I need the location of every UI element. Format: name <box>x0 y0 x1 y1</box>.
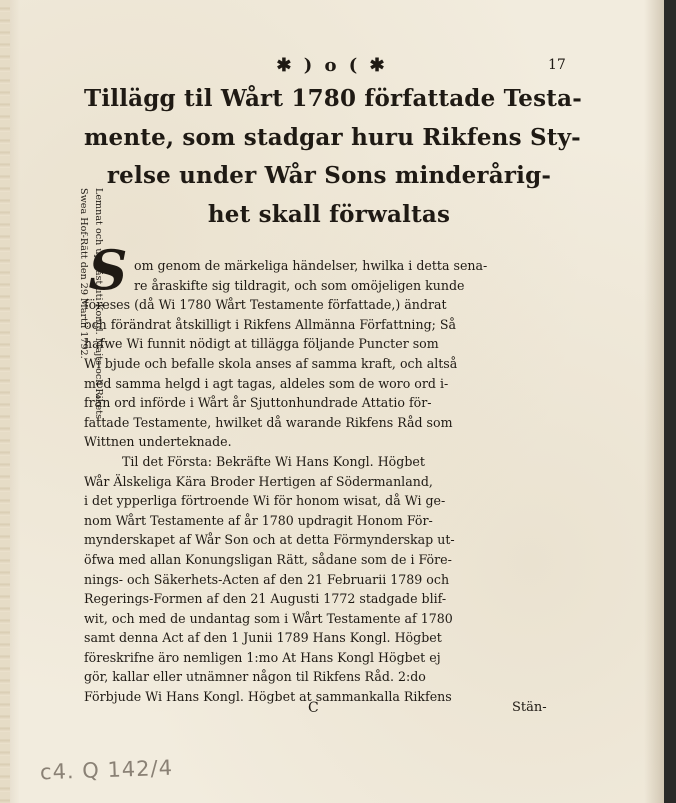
body-line: i det ypperliga förtroende Wi för honom wisat, då Wi ge- <box>84 493 446 509</box>
document-title <box>84 80 582 234</box>
body-line: nings- och Säkerhets-Acten af den 21 Februarii 1789 och <box>84 571 450 587</box>
body-line: samt denna Act af den 1 Junii 1789 Hans Kongl. Högbet <box>84 630 442 646</box>
body-line: re åraskifte sig tildragit, och som omöjeligen kunde <box>134 277 465 293</box>
catchword: Stän- <box>512 700 547 715</box>
body-line: och förändrat åtskilligt i Rikfens Allmänna Författning; Så <box>84 316 457 332</box>
body-line: Regerings-Formen af den 21 Augusti 1772 stadgade blif- <box>84 591 447 607</box>
body-line: från ord införde i Wårt år Sjuttonhundrade Attatio för- <box>84 395 432 411</box>
body-line: fattade Testamente, hwilket då warande Rikfens Råd som <box>84 414 453 430</box>
margin-note-line: Lemnat och uppläst uti Kongl. Majts och Rikets <box>93 188 104 420</box>
body-line: nom Wårt Testamente af år 1780 updragit Honom För- <box>84 512 433 528</box>
title-line: het skall förwaltas <box>207 200 451 228</box>
body-text <box>84 256 564 707</box>
body-line: föreskrifne äro nemligen 1:mo At Hans Kongl Högbet ej <box>84 649 441 665</box>
body-line: öfwa med allan Konungsligan Rätt, sådane som de i Före- <box>84 551 452 567</box>
body-line: Wi bjude och befalle skola anses af samma kraft, och altså <box>84 355 458 371</box>
body-line: med samma helgd i agt tagas, aldeles som de woro ord i- <box>84 375 449 391</box>
title-line: Tillägg til Wårt 1780 författade Testa- <box>84 85 582 112</box>
header-ornament: ✱ ) o ( ✱ <box>276 55 388 76</box>
signature-mark: C <box>308 700 319 716</box>
body-line: Förbjude Wi Hans Kongl. Högbet at sammankalla Rikfens <box>84 689 452 705</box>
body-line: föreses (då Wi 1780 Wårt Testamente författade,) ändrat <box>84 297 447 313</box>
pencil-shelf-mark: c4. Q 142/4 <box>39 755 174 785</box>
body-line: wit, och med de undantag som i Wårt Testamente af 1780 <box>84 610 453 626</box>
body-line: Til det Första: Bekräfte Wi Hans Kongl. Högbet <box>122 453 425 469</box>
title-line: relse under Wår Sons minderårig- <box>106 162 552 189</box>
page-left-edge <box>0 0 10 803</box>
margin-note-line: Swea Hof-Rätt den 29 Martii 1792. <box>78 188 89 359</box>
body-line: om genom de märkeliga händelser, hwilka i detta sena- <box>134 258 488 273</box>
drop-cap: S <box>88 238 128 302</box>
body-line: mynderskapet af Wår Son och at detta Förmynderskap ut- <box>84 532 455 548</box>
body-line: Wår Älskeliga Kära Broder Hertigen af Södermanland, <box>84 473 433 489</box>
body-line: hafwe Wi funnit nödigt at tillägga följande Puncter som <box>84 336 439 352</box>
body-line: gör, kallar eller utnämner någon til Rikfens Råd. 2:do <box>84 669 426 685</box>
page-number: 17 <box>548 57 566 73</box>
title-line: mente, som stadgar huru Rikfens Sty- <box>84 123 581 151</box>
body-line: Wittnen underteknade. <box>84 434 232 450</box>
